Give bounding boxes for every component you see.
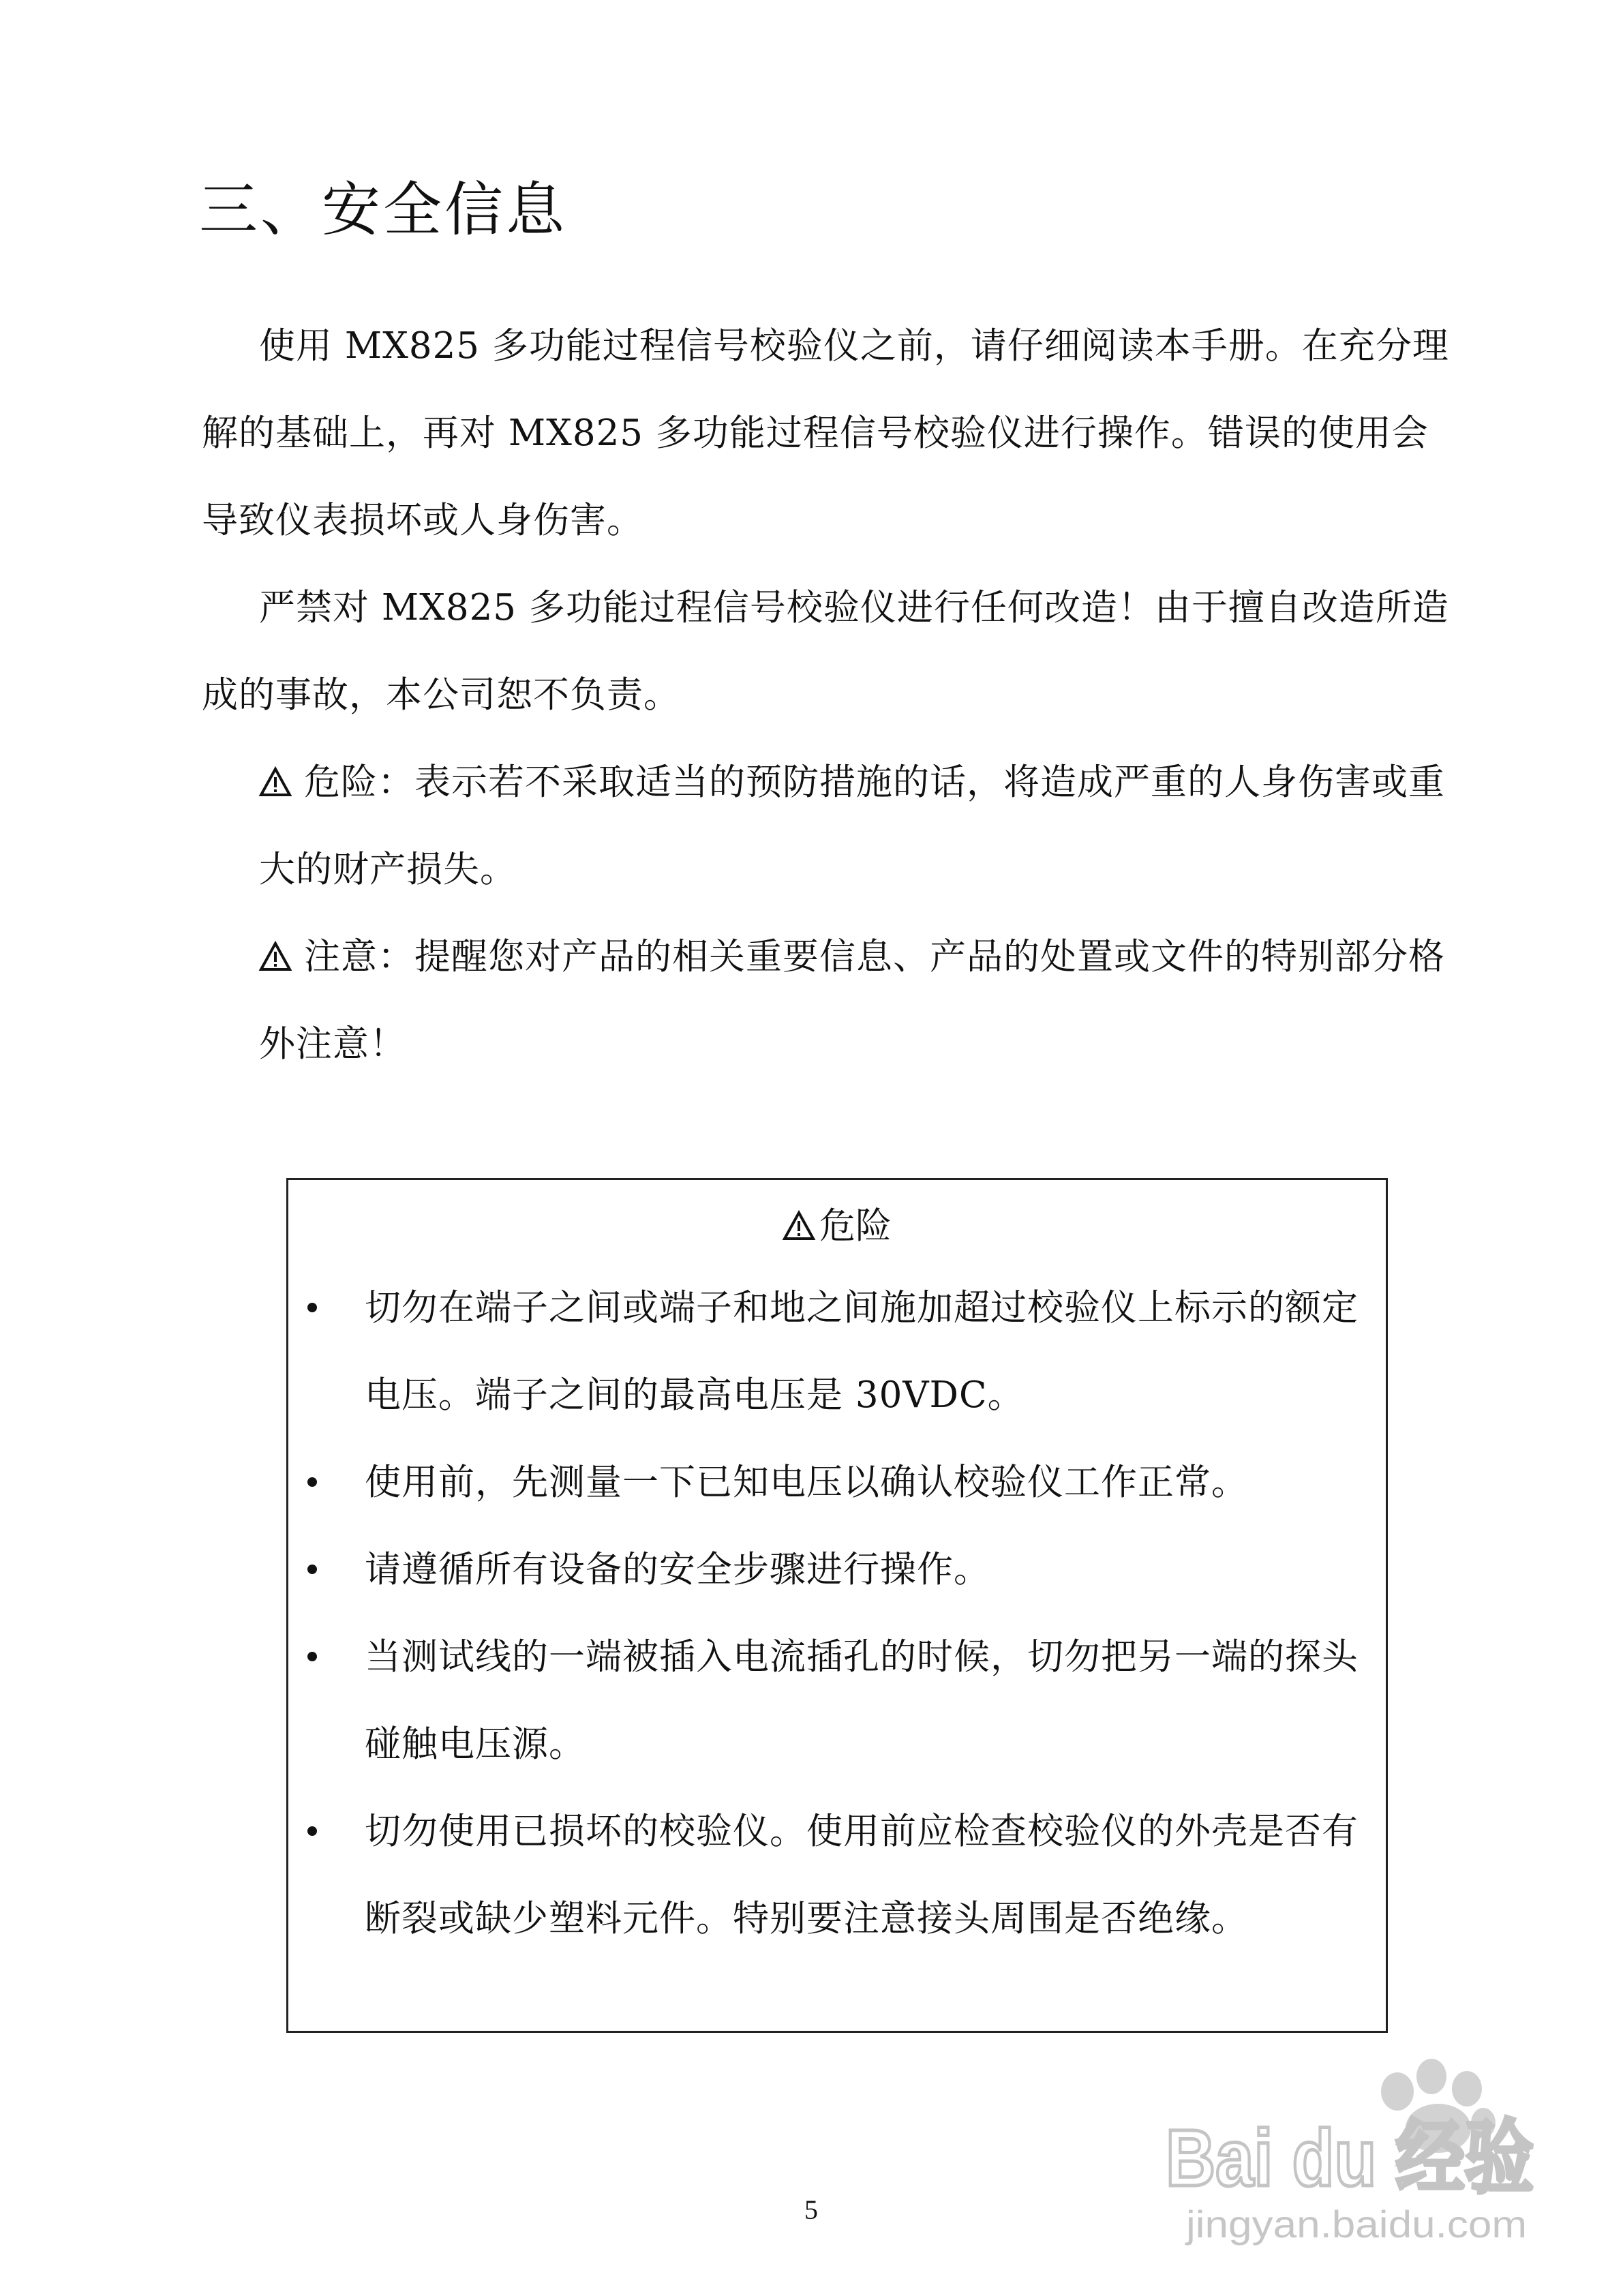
section-heading: 三、安全信息 — [199, 176, 567, 244]
danger-list-item: 使用前，先测量一下已知电压以确认校验仪工作正常。 — [288, 1439, 1386, 1526]
danger-list — [288, 1265, 1386, 1963]
danger-box — [286, 1178, 1388, 2033]
bullet-icon — [307, 1652, 317, 1661]
danger-box-title-text: 危险 — [819, 1205, 892, 1247]
danger-list-item: 切勿使用已损坏的校验仪。使用前应检查校验仪的外壳是否有断裂或缺少塑料元件。特别要注意接头周围是否绝缘。 — [288, 1788, 1386, 1963]
danger-list-item: 切勿在端子之间或端子和地之间施加超过校验仪上标示的额定电压。端子之间的最高电压是 30VDC。 — [288, 1265, 1386, 1439]
danger-note — [259, 739, 1463, 913]
watermark-brand: Bai du 经验 — [1166, 2113, 1534, 2203]
baidu-jingyan-watermark — [1159, 2052, 1541, 2250]
danger-list-item: 请遵循所有设备的安全步骤进行操作。 — [288, 1526, 1386, 1614]
bullet-icon — [307, 1826, 317, 1836]
danger-list-item: 当测试线的一端被插入电流插孔的时候，切勿把另一端的探头碰触电压源。 — [288, 1614, 1386, 1788]
warning-triangle-icon — [783, 1211, 815, 1241]
intro-paragraph: 使用 MX825 多功能过程信号校验仪之前，请仔细阅读本手册。在充分理解的基础上，再对 MX825 多功能过程信号校验仪进行操作。错误的使用会导致仪表损坏或人身伤害。 — [202, 325, 1449, 541]
caution-note — [259, 913, 1463, 1088]
caution-note-text: 注意：提醒您对产品的相关重要信息、产品的处置或文件的特别部分格外注意！ — [259, 936, 1445, 1065]
danger-note-text: 危险：表示若不采取适当的预防措施的话，将造成严重的人身伤害或重大的财产损失。 — [259, 761, 1445, 890]
page-number: 5 — [804, 2194, 818, 2225]
warning-triangle-icon — [259, 767, 292, 797]
bullet-icon — [307, 1477, 317, 1487]
bullet-icon — [307, 1303, 317, 1312]
watermark-url: jingyan.baidu.com — [1184, 2203, 1527, 2246]
bullet-icon — [307, 1565, 317, 1574]
warning-triangle-icon — [259, 941, 292, 971]
danger-box-title — [288, 1199, 1386, 1254]
modification-paragraph: 严禁对 MX825 多功能过程信号校验仪进行任何改造！由于擅自改造所造成的事故，本公司恕不负责。 — [202, 587, 1449, 716]
